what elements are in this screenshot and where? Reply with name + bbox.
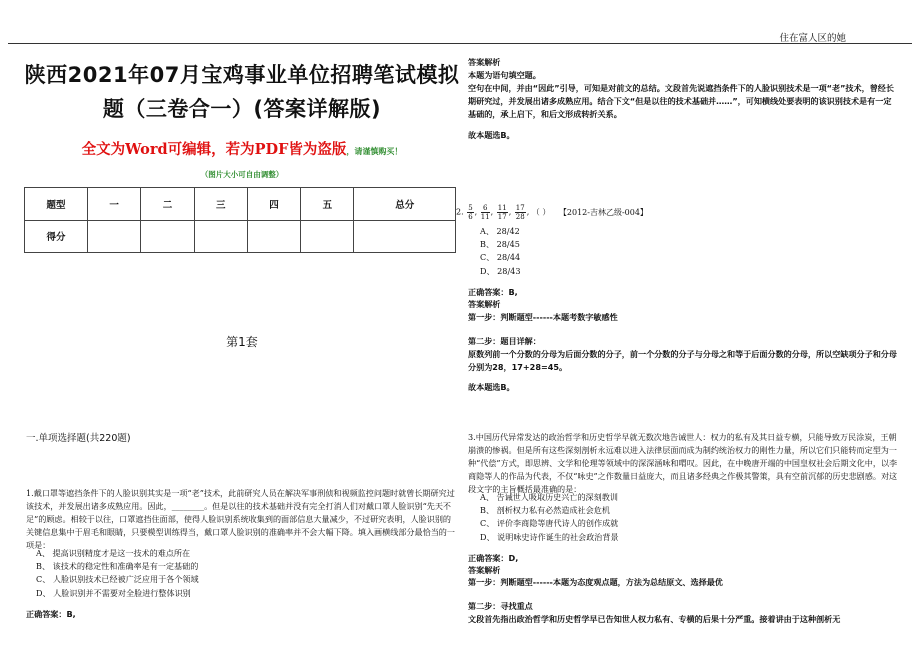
section-heading: 一.单项选择题(共220题) (26, 433, 131, 444)
score-cell (141, 220, 194, 253)
header-right-text: 住在富人区的她 (779, 33, 846, 44)
score-cell (354, 220, 456, 253)
q2-option-a: A、 28/42 (480, 226, 520, 236)
q2-analysis-label: 答案解析 (468, 299, 501, 309)
image-size-note: （图片大小可自由调整） (200, 170, 284, 179)
q2-fraction: $\frac{5}{6}$ (468, 204, 473, 221)
score-table-header-row (25, 188, 456, 221)
q2-answer: 正确答案：B, (468, 287, 518, 297)
score-row-label: 得分 (25, 220, 88, 253)
q2-conclusion: 故本题选B。 (468, 382, 515, 392)
score-header-cell: 题型 (25, 188, 88, 221)
q3-stem: 3.中国历代异常发达的政治哲学和历史哲学早就无数次地告诫世人：权力的私有及其日益专横，只能导致万民涂炭，王朝崩溃的惨祸。但是所有这些深刻剖析永远难以进入法律层面而成为制约统治权力的刚性力量，所以它们只能转而定型为一种“代偿”方式，即思辨、文学和伦理等领域中的深深涵咏和喟叹。因此，在中晚唐开端的中国皇权社会后期文化中，以李商隐等人的作品为代表，不仅“咏史”之作数量日益庞大，而且诸多经典之作极其警策，具有空前沉郁的历史悲剧感。对这段文字的主旨概括最准确的是： (468, 432, 898, 494)
q3-option-c: C、 评价李商隐等唐代诗人的创作成就 (480, 518, 619, 529)
q1-answer: 正确答案：B, (26, 609, 76, 619)
score-header-cell: 总分 (354, 188, 456, 221)
q1-type: 本题为语句填空题。 (468, 70, 541, 80)
q2-fraction: $\frac{17}{28}$ (515, 204, 525, 221)
q3-option-a: A、 告诫世人吸取历史兴亡的深刻教训 (480, 492, 618, 502)
q2-stem: 2. $\frac{5}{6}$ , $\frac{6}{11}$ , $\frac{11}{17}$ , $\frac{17}{28}$ , （ ） 【2012-吉林乙级-004】 (456, 204, 648, 221)
q2-number: 2. (456, 207, 464, 217)
score-cell (88, 220, 141, 253)
q2-fraction: $\frac{11}{17}$ (497, 204, 507, 221)
q2-detail: 原数列前一个分数的分母为后面分数的分子，前一个分数的分子与分母之和等于后面分数的分母，所以空缺项分子和分母分别为28，17+28=45。 (468, 349, 897, 372)
score-header-cell: 一 (88, 188, 141, 221)
q2-option-d: D、 28/43 (480, 265, 521, 276)
promo-main: 全文为Word可编辑， (81, 141, 226, 158)
score-header-cell: 三 (194, 188, 247, 221)
q2-step2: 第二步：题目详解： (468, 336, 541, 346)
q2-fraction: $\frac{6}{11}$ (480, 204, 490, 221)
q3-options (480, 491, 619, 544)
q3-answer: 正确答案：D, (468, 553, 519, 563)
q3-analysis-label: 答案解析 (468, 565, 501, 575)
score-table-score-row (25, 220, 456, 253)
q2-blank: （ ） (531, 207, 551, 217)
q1-analysis: 空句在中间，并由“因此”引导，可知是对前文的总结。文段首先说遮挡条件下的人脸识别技术是一项“老”技术，曾经长期研究过，并发展出诸多成熟应用。结合下文“但是以往的技术基础并……”，可知横线处要表明的该识别技术是有一定基础的，承上启下，和后文形成转折关系。 (468, 83, 894, 119)
q1-stem: 1.戴口罩等遮挡条件下的人脸识别其实是一项“老”技术，此前研究人员在解决军事刑侦和视频监控问题时就曾长期研究过该技术，并发展出诸多成熟应用。因此，________。但是以往的技术基础并没有完全打消人们对戴口罩人脸识别“先天不足”的顾虑。相较于以往，口罩遮挡住面部，使得人脸识别系统收集到的面部信息大量减少，不过研究表明，人脸识别的关键信息集中于眉毛和眼睛，只要模型训练得当，戴口罩人脸识别的准确率并不会大幅下降。填入画横线部分最恰当的一项是： (26, 488, 455, 550)
header-divider (8, 43, 912, 44)
score-header-cell: 四 (247, 188, 300, 221)
q1-options (36, 547, 199, 600)
q3-step1: 第一步：判断题型------本题为态度观点题，方法为总结原文、选择最优 (468, 577, 723, 587)
score-cell (301, 220, 354, 253)
q1-option-b: B、 该技术的稳定性和准确率是有一定基础的 (36, 561, 199, 572)
score-header-cell: 二 (141, 188, 194, 221)
q3-option-d: D、 说明咏史诗作诞生的社会政治背景 (480, 531, 619, 542)
score-header-cell: 五 (301, 188, 354, 221)
q2-step1: 第一步：判断题型------本题考数字敏感性 (468, 312, 618, 322)
q1-conclusion: 故本题选B。 (468, 130, 515, 140)
q1-option-c: C、 人脸识别技术已经被广泛应用于各个领域 (36, 574, 199, 585)
q2-options (480, 225, 520, 278)
score-cell (247, 220, 300, 253)
q3-detail: 文段首先指出政治哲学和历史哲学早已告知世人权力私有、专横的后果十分严重。接着讲由于这种剖析无 (468, 614, 841, 624)
set-label: 第1套 (226, 335, 258, 349)
q2-source: 【2012-吉林乙级-004】 (558, 207, 648, 217)
q3-option-b: B、 剖析权力私有必然造成社会危机 (480, 505, 610, 516)
promo-mid: 若为PDF皆为盗版 (225, 141, 347, 158)
promo-line (22, 138, 462, 159)
title-line-1: 陕西2021年07月宝鸡事业单位招聘笔试模拟 (24, 63, 460, 87)
title-line-2: 题（三卷合一）(答案详解版) (102, 97, 382, 121)
document-title (22, 58, 462, 126)
q2-option-c: C、 28/44 (480, 252, 521, 263)
promo-tail: ，请谨慎购买！ (346, 146, 403, 156)
q1-analysis-label: 答案解析 (468, 57, 501, 67)
q3-step2: 第二步：寻找重点 (468, 601, 533, 611)
score-cell (194, 220, 247, 253)
q1-option-a: A、 提高识别精度才是这一技术的难点所在 (36, 548, 191, 558)
q2-option-b: B、 28/45 (480, 239, 520, 250)
q1-option-d: D、 人脸识别并不需要对全脸进行整体识别 (36, 587, 191, 598)
score-table (24, 187, 456, 253)
